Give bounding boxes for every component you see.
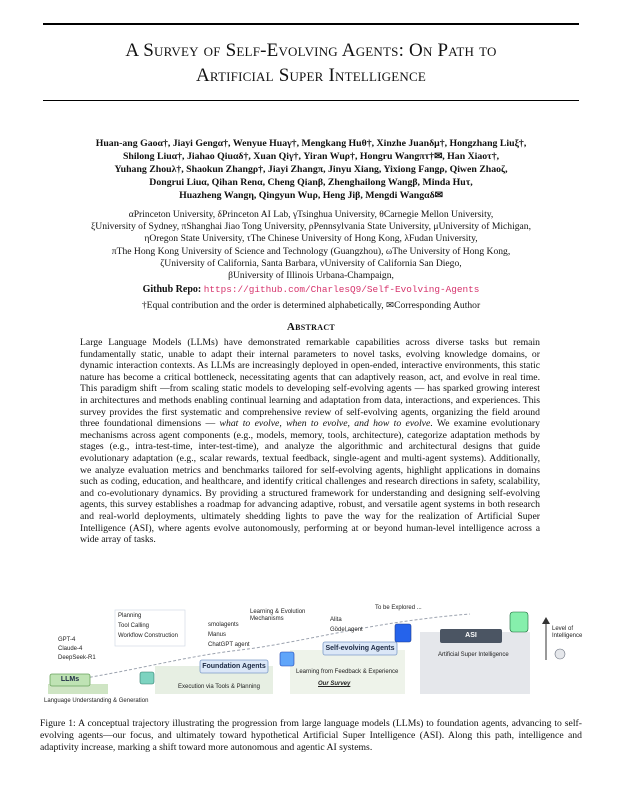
repo-label: Github Repo: <box>142 284 202 295</box>
abstract-heading: Abstract <box>286 321 336 333</box>
execution-label: Execution via Tools & Planning <box>178 684 260 690</box>
feedback-label: Learning from Feedback & Experience <box>296 669 399 675</box>
repo-link[interactable]: https://github.com/CharlesQ9/Self-Evolving-Agents <box>203 284 480 295</box>
abstract-emphasis: what to evolve, when to evolve, and how to evolve <box>219 418 431 430</box>
author-line: Dongrui Liuα, Qihan Renα, Cheng Qianβ, Zhenghailong Wangβ, Minda Huτ, <box>149 177 473 188</box>
asi-label: ASI <box>465 632 477 639</box>
robot-icon <box>140 672 154 684</box>
author-line: Huazheng Wangη, Qingyun Wuρ, Heng Jiβ, Mengdi Wangαδ✉ <box>179 190 443 201</box>
contribution-note: †Equal contribution and the order is determined alphabetically, ✉Corresponding Author <box>141 300 481 311</box>
planning-item: Planning <box>118 613 142 619</box>
figure-caption: Figure 1: A conceptual trajectory illustrating the progression from large language models (LLMs) to foundation agents, advancing to self-evolving agents—our focus, and ultimately toward hypothetical Artificial Super Intelligence (ASI). Along this path, intelligence and adaptivity increase, marking a shift toward more autonomous and agentic AI systems. <box>40 718 582 753</box>
intelligence-label: Level of Intelligence <box>552 626 583 639</box>
learning-label: Learning & Evolution Mechanisms <box>250 609 306 622</box>
robot-icon <box>510 612 528 632</box>
self-evolving-example: Gödel agent <box>330 627 363 633</box>
title-top-rule <box>43 23 579 25</box>
affiliation-line: βUniversity of Illinois Urbana-Champaign, <box>228 270 394 282</box>
llm-model: Claude-4 <box>58 646 83 652</box>
affiliation-line: πThe Hong Kong University of Science and Technology (Guangzhou), ωThe University of Hong Kong, <box>111 245 511 257</box>
our-survey-label: Our Survey <box>318 681 351 687</box>
to-be-explored-label: To be Explored ... <box>375 605 422 611</box>
foundation-example: ChatGPT agent <box>208 642 250 648</box>
author-line: Huan-ang Gaoα†, Jiayi Gengα†, Wenyue Huaγ†, Mengkang Huθ†, Xinzhe Juanδμ†, Hongzhang Liuξ†, <box>95 138 527 149</box>
llm-model: DeepSeek-R1 <box>58 655 96 661</box>
foundation-agents-label: Foundation Agents <box>202 663 266 670</box>
brain-icon <box>555 649 565 659</box>
robot-icon <box>395 624 411 642</box>
affiliation-line: αPrinceton University, δPrinceton AI Lab, γTsinghua University, θCarnegie Mellon University, <box>128 209 494 220</box>
asi-full-label: Artificial Super Intelligence <box>438 652 509 658</box>
abstract-text-1: Large Language Models (LLMs) have demonstrated remarkable capabilities across diverse tasks but remain fundamentally static, unable to adapt their internal parameters to novel tasks, evolving knowledge domains, or dynamic interaction contexts. As LLMs are increasingly deployed in open-ended, interactive environments, this static nature has become a critical bottleneck, necessitating agents that can adaptively reason, act, and evolve in real time. This paradigm shift —from scaling static models to developing self-evolving agents — has sparked growing interest in architectures and methods enabling continual learning and adaptation from data, interactions, and experiences. This survey provides the first systematic and comprehensive review of self-evolving agents, organizing the field around three foundational dimensions — <box>80 337 540 430</box>
llm-model: GPT-4 <box>58 637 76 643</box>
llms-label: LLMs <box>60 676 80 683</box>
language-label: Language Understanding & Generation <box>44 698 149 704</box>
title-bottom-rule <box>43 100 579 101</box>
self-evolving-example: Alita <box>330 617 342 623</box>
author-list <box>60 137 562 202</box>
affiliation-line: ηOregon State University, τThe Chinese University of Hong Kong, λFudan University, <box>144 233 478 245</box>
github-repo <box>40 284 582 295</box>
intelligence-arrow-head <box>542 617 550 624</box>
author-line: Yuhang Zhouλ†, Shaokun Zhangρ†, Jiayi Zhangπ, Jinyu Xiang, Yixiong Fangρ, Qiwen Zhaoζ, <box>114 164 508 175</box>
foundation-example: Manus <box>208 632 227 638</box>
paper-title-line-1: A Survey of Self-Evolving Agents: On Path to <box>125 40 497 61</box>
affiliation-line: ζUniversity of California, Santa Barbara, νUniversity of California San Diego, <box>160 257 462 269</box>
figure-1 <box>40 602 588 712</box>
affiliation-line: ξUniversity of Sydney, πShanghai Jiao Tong University, ρPennsylvania State University, μUniversity of Michigan, <box>90 221 531 233</box>
paper-title-line-2: Artificial Super Intelligence <box>195 65 426 86</box>
planning-item: Tool Calling <box>118 623 150 629</box>
foundation-example: smolagents <box>208 622 239 628</box>
planning-item: Workflow Construction <box>118 633 178 639</box>
author-line: Shilong Liuα†, Jiahao Qiuαδ†, Xuan Qiγ†, Yiran Wuρ†, Hongru Wangπτ†✉, Han Xiaoτ†, <box>122 151 500 162</box>
abstract-text-2: . We examine evolutionary mechanisms across agent components (e.g., models, memory, tools, architecture), categorize adaptation methods by stages (e.g., intra-test-time, inter-test-time), and analyze the algorithmic and architectural designs that guide evolutionary adaptation (e.g., scalar rewards, textual feedback, single-agent and multi-agent systems). Additionally, we analyze evaluation metrics and benchmarks tailored for self-evolving agents, highlight applications in domains such as coding, education, and healthcare, and identify critical challenges and research directions in safety, scalability, and co-evolutionary dynamics. By providing a structured framework for understanding and designing self-evolving agents, this survey establishes a roadmap for advancing adaptive, robust, and versatile agent systems in both research and real-world deployments, ultimately shedding lights to pave the way for the realization of Artificial Super Intelligence (ASI), where agents evolve autonomously, performing at or beyond human-level intelligence across a wide array of tasks. <box>80 418 540 546</box>
abstract-body <box>80 337 540 546</box>
affiliation-list <box>40 209 582 282</box>
self-evolving-label: Self-evolving Agents <box>325 645 395 652</box>
paper-title <box>43 38 579 88</box>
robot-icon <box>280 652 294 666</box>
